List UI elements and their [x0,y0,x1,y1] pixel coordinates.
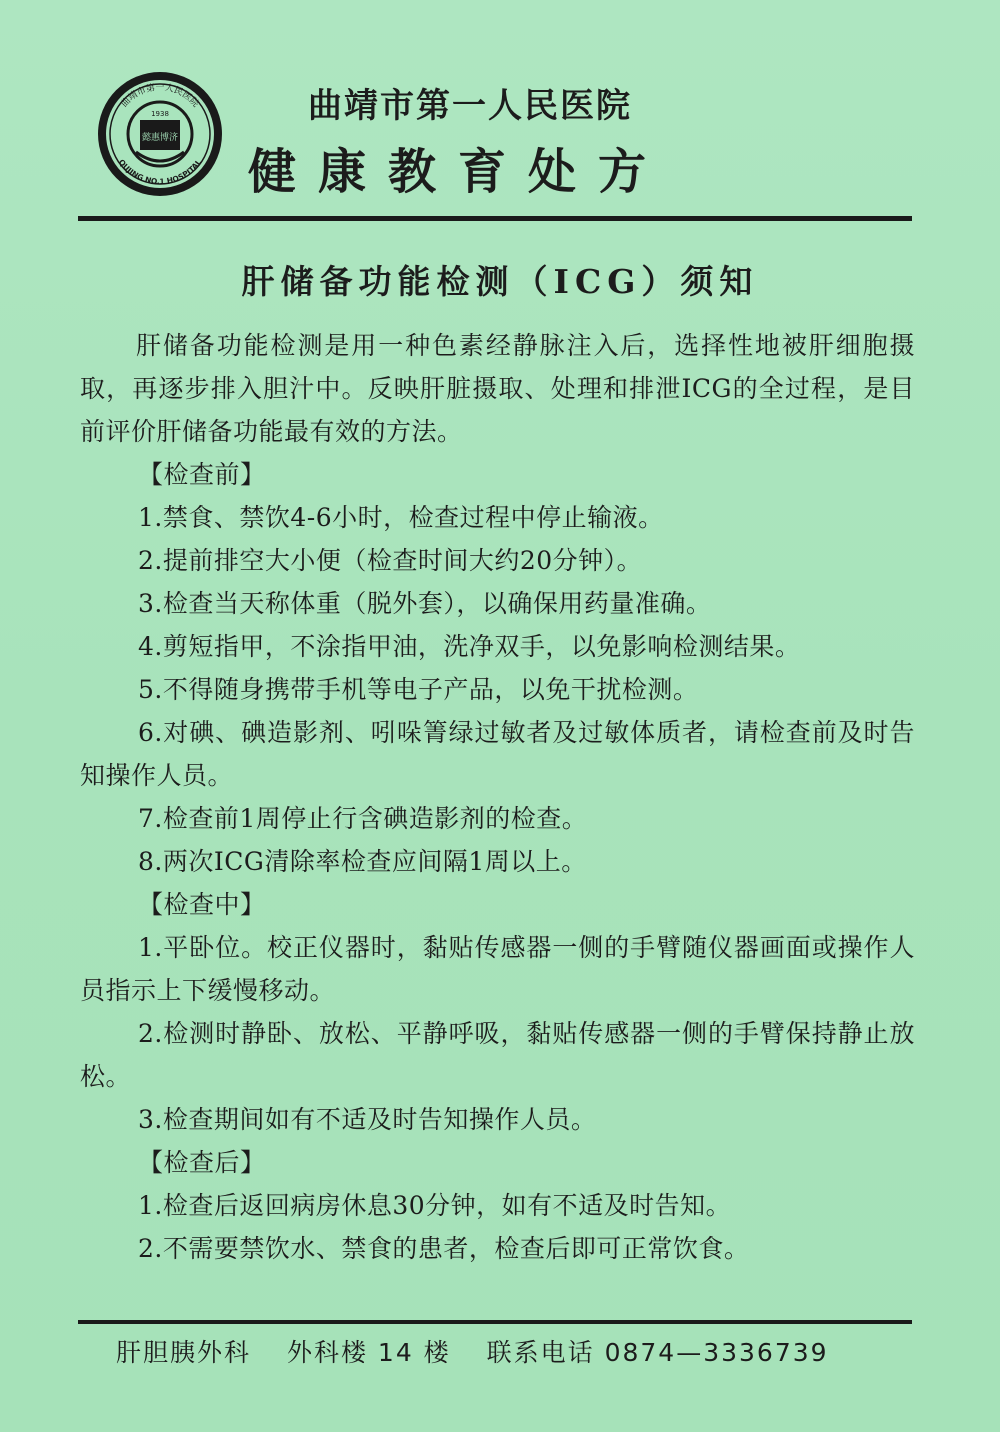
list-item: 6.对碘、碘造影剂、吲哚箐绿过敏者及过敏体质者，请检查前及时告知操作人员。 [80,718,915,790]
list-item: 3.检查当天称体重（脱外套），以确保用药量准确。 [138,589,712,618]
list-item: 4.剪短指甲，不涂指甲油，洗净双手，以免影响检测结果。 [138,632,801,661]
list-item: 2.提前排空大小便（检查时间大约20分钟）。 [138,546,643,575]
notice-title: 肝储备功能检测（ICG）须知 [241,262,759,301]
list-item: 1.检查后返回病房休息30分钟，如有不适及时告知。 [138,1191,732,1220]
list-item: 1.平卧位。校正仪器时，黏贴传感器一侧的手臂随仪器画面或操作人员指示上下缓慢移动。 [80,933,915,1005]
notice-body [80,324,915,1270]
header-divider [78,216,912,221]
list-item: 5.不得随身携带手机等电子产品，以免干扰检测。 [138,675,699,704]
footer [116,1333,855,1369]
logo-text-bottom: QUJING NO.1 HOSPITAL [116,157,204,187]
list-item: 1.禁食、禁饮4-6小时，检查过程中停止输液。 [138,503,664,532]
list-item: 2.检测时静卧、放松、平静呼吸，黏贴传感器一侧的手臂保持静止放松。 [80,1019,915,1091]
document-title: 健康教育处方 [248,144,669,200]
footer-department: 肝胆胰外科 [116,1338,252,1367]
section-heading-during: 【检查中】 [138,890,266,919]
intro-paragraph: 肝储备功能检测是用一种色素经静脉注入后，选择性地被肝细胞摄取，再逐步排入胆汁中。反映肝脏摄取、处理和排泄ICG的全过程，是目前评价肝储备功能最有效的方法。 [80,331,915,446]
list-item: 7.检查前1周停止行含碘造影剂的检查。 [138,804,588,833]
list-item: 8.两次ICG清除率检查应间隔1周以上。 [138,847,587,876]
footer-location: 外科楼 14 楼 [286,1338,451,1367]
footer-phone: 联系电话 0874—3336739 [486,1338,829,1367]
list-item: 2.不需要禁饮水、禁食的患者，检查后即可正常饮食。 [138,1234,750,1263]
footer-divider [78,1320,912,1324]
logo-seal-text: 懿惠博济 [141,133,179,143]
hospital-name: 曲靖市第一人民医院 [308,86,632,126]
logo-text-top: 曲靖市第一人民医院 [119,83,201,110]
section-heading-before: 【检查前】 [138,460,266,489]
section-heading-after: 【检查后】 [138,1148,266,1177]
list-item: 3.检查期间如有不适及时告知操作人员。 [138,1105,597,1134]
logo-year: 1938 [151,110,169,118]
hospital-logo [96,70,224,198]
